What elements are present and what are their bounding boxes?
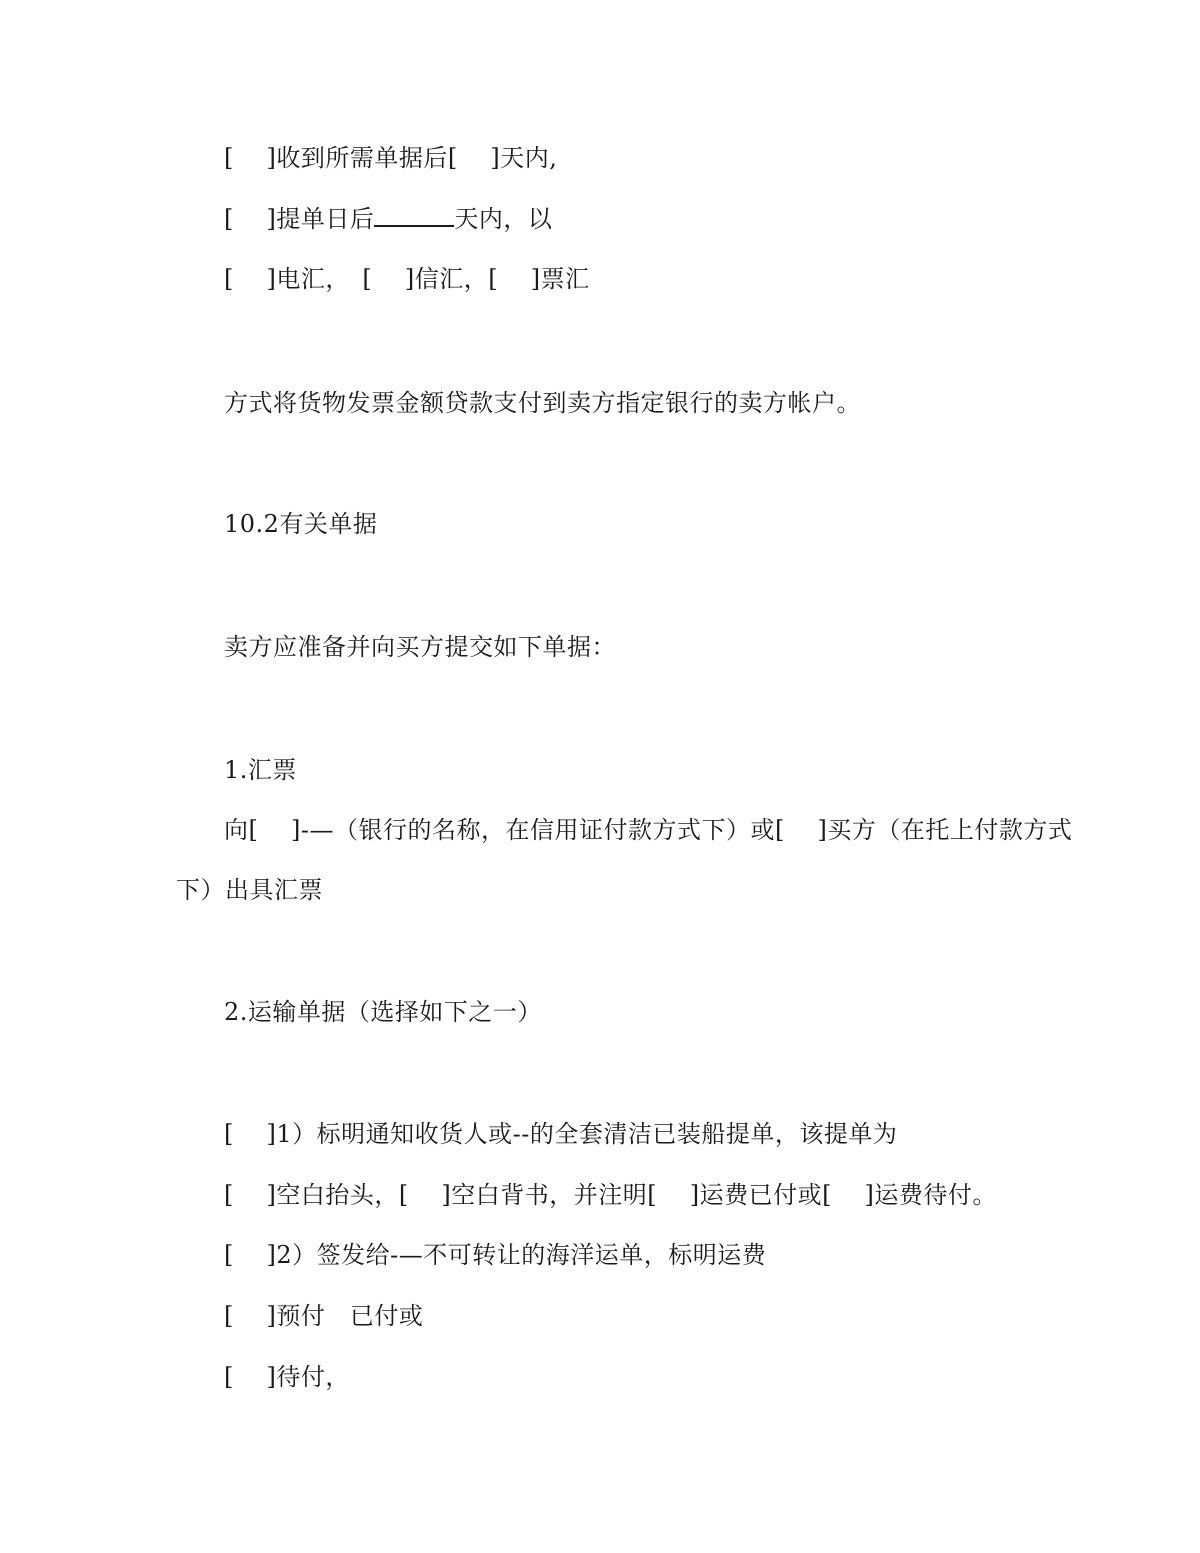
draft-drawee-clause: 向[ ]-—（银行的名称，在信用证付款方式下）或[ ]买方（在托上付款方式 bbox=[224, 816, 1073, 844]
item-heading-transport-documents: 2.运输单据（选择如下之一） bbox=[224, 998, 542, 1026]
freight-option-prepaid: [ ]预付 已付或 bbox=[224, 1302, 424, 1330]
clause-payment-statement: 方式将货物发票金额贷款支付到卖方指定银行的卖方帐户。 bbox=[224, 389, 861, 417]
transport-option-bill-of-lading: [ ]1）标明通知收货人或--的全套清洁已装船提单，该提单为 bbox=[224, 1120, 898, 1148]
draft-drawee-clause-continued: 下）出具汇票 bbox=[176, 876, 323, 904]
transport-option-sea-waybill: [ ]2）签发给-—不可转让的海洋运单，标明运费 bbox=[224, 1241, 767, 1269]
clause-option-days-after-documents: [ ]收到所需单据后[ ]天内, bbox=[224, 144, 558, 172]
clause-text-bill-date: [ ]提单日后 bbox=[224, 205, 375, 233]
transport-option-endorsement: [ ]空白抬头，[ ]空白背书，并注明[ ]运费已付或[ ]运费待付。 bbox=[224, 1181, 997, 1209]
freight-option-to-collect: [ ]待付， bbox=[224, 1363, 350, 1391]
fill-in-blank-days[interactable] bbox=[374, 203, 454, 227]
section-heading-related-documents: 10.2有关单据 bbox=[224, 510, 378, 538]
seller-documents-intro: 卖方应准备并向买方提交如下单据： bbox=[224, 633, 616, 661]
clause-payment-methods: [ ]电汇， [ ]信汇，[ ]票汇 bbox=[224, 265, 590, 293]
clause-option-days-after-bill-of-lading bbox=[224, 203, 552, 234]
item-heading-draft: 1.汇票 bbox=[224, 756, 297, 784]
clause-text-days-within: 天内，以 bbox=[454, 205, 553, 233]
